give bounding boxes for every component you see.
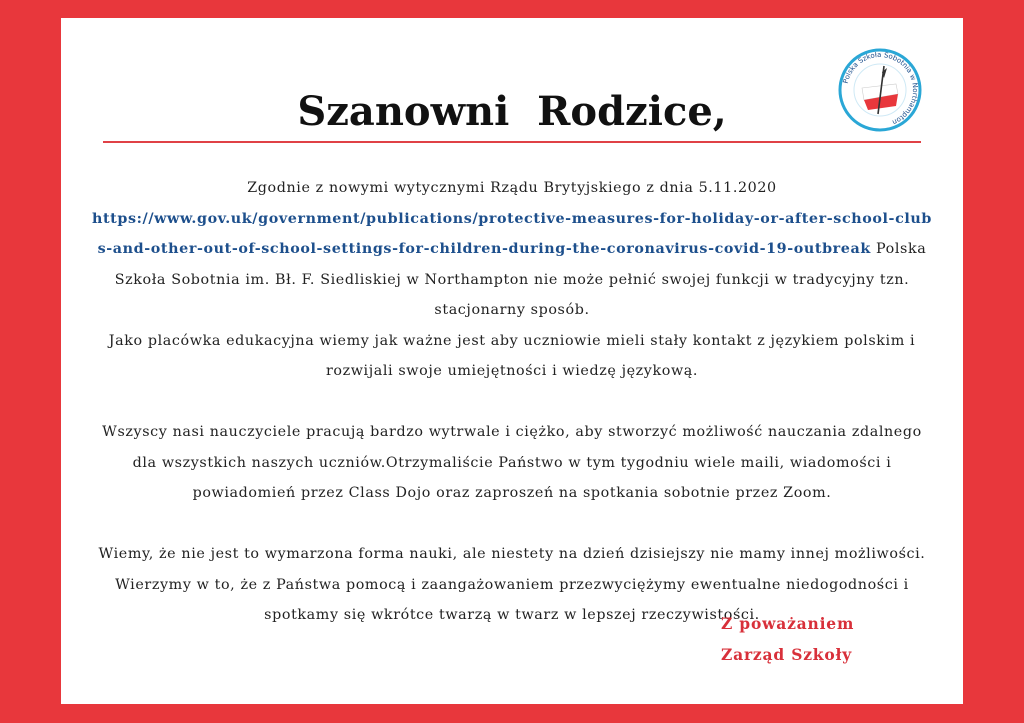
logo-text: Polska Szkoła Sobotnia w Northampton: [841, 50, 920, 127]
gov-guidance-link[interactable]: https://www.gov.uk/government/publications/protective-measures-for-holiday-or-after-school-clubs-and-other-out-of-school-settings-for-children-during-the-coronavirus-covid-19-outbreak: [91, 210, 933, 257]
paragraph-teachers: Wszyscy nasi nauczyciele pracują bardzo wytrwale i ciężko, aby stworzyć możliwość nauczania zdalnego dla wszystkich naszych uczniów.Otrzymaliście Państwo w tym tygodniu wiele maili, wiadomości i powiadomień przez Class Dojo oraz zaproszeń na spotkania sobotnie przez Zoom.: [102, 424, 922, 501]
paragraph-guidelines: [91, 173, 933, 326]
paragraph-intro: Zgodnie z nowymi wytycznymi Rządu Brytyjskiego z dnia 5.11.2020: [247, 180, 777, 196]
signature-block: [721, 608, 854, 670]
closing-text: Z poważaniem: [721, 614, 855, 633]
title-divider: [103, 141, 921, 143]
signature-text: Zarząd Szkoły: [721, 645, 853, 664]
letter-sheet: [61, 18, 963, 704]
paragraph-importance: Jako placówka edukacyjna wiemy jak ważne jest aby uczniowie mieli stały kontakt z językiem polskim i rozwijali swoje umiejętności i wiedzę językową.: [108, 332, 916, 379]
paragraph-after-link: Polska Szkoła Sobotnia im. Bł. F. Siedliskiej w Northampton nie może pełnić swojej funkcji w tradycyjny tzn. stacjonarny sposób.: [114, 241, 927, 318]
letter-body: [91, 173, 933, 631]
page-title: Szanowni Rodzice,: [297, 88, 727, 135]
paragraph-hope: Wiemy, że nie jest to wymarzona forma nauki, ale niestety na dzień dzisiejszy nie mamy innej możliwości. Wierzymy w to, że z Państwa pomocą i zaangażowaniem przezwyciężymy ewentualne niedogodności i spotkamy się wkrótce twarzą w twarz w lepszej rzeczywistości.: [98, 546, 926, 623]
